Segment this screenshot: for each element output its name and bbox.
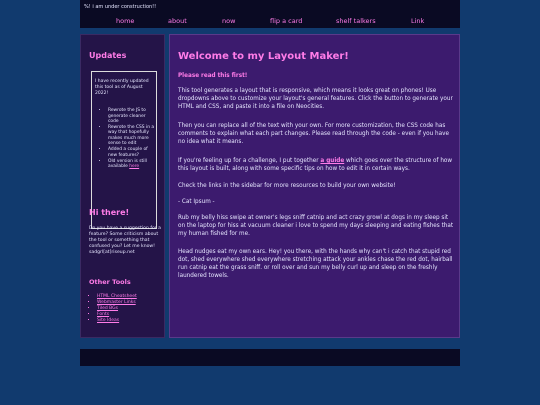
updates-box bbox=[91, 71, 157, 229]
page-title: Welcome to my Layout Maker! bbox=[178, 51, 349, 62]
nav-link-about[interactable]: about bbox=[168, 17, 187, 25]
tool-link-site-ideas[interactable]: Site Ideas bbox=[97, 318, 120, 324]
paragraph: Rub my belly hiss swipe at owner's legs sniff catnip and act crazy growl at dogs in my sleep sit on the laptop for hiss at vacuum cleaner i love to spend my days sleeping and eating fishes that my human fished for me. bbox=[178, 215, 454, 237]
nav-bar bbox=[80, 14, 460, 28]
nav-link-link[interactable]: Link bbox=[411, 17, 425, 25]
nav-link-shelf-talkers[interactable]: shelf talkers bbox=[336, 17, 376, 25]
tool-link-fonts[interactable]: Fonts bbox=[97, 312, 110, 318]
updates-text: I have recently updated this tool as of August 2022! bbox=[95, 79, 149, 96]
nav-link-flip-a-card[interactable]: flip a card bbox=[270, 17, 303, 25]
guide-link[interactable]: a guide bbox=[320, 158, 345, 164]
nav-link-home[interactable]: home bbox=[116, 17, 135, 25]
list-item: • Rewrote the JS to generate cleaner code bbox=[108, 108, 156, 125]
paragraph: This tool generates a layout that is responsive, which means it looks great on phones! Use dropdowns above to customize your layout's general features. Click the button to generate your HTML and CSS, and paste it into a file on Neocities. bbox=[178, 88, 453, 110]
paragraph: Check the links in the sidebar for more resources to build your own website! bbox=[178, 183, 396, 189]
site-title: %! i am under construction!! bbox=[84, 4, 157, 10]
list-item: • Rewrote the CSS in a way that hopefully makes much more sense to edit bbox=[108, 125, 156, 147]
updates-list bbox=[108, 108, 156, 170]
tool-link-tiled-bgs[interactable]: Tiled BGs bbox=[97, 306, 119, 312]
paragraph-text: which goes over the structure of how this layout is built, along with some specific tips on how to edit it in certain ways. bbox=[178, 158, 453, 172]
tool-link-html-cheatsheet[interactable]: HTML Cheatsheet bbox=[97, 294, 137, 299]
page-wrapper bbox=[80, 0, 460, 405]
paragraph bbox=[178, 157, 456, 173]
read-first-note: Please read this first! bbox=[178, 73, 248, 79]
nav-link-now[interactable]: now bbox=[222, 17, 236, 25]
old-version-link[interactable]: here bbox=[129, 164, 140, 170]
footer bbox=[80, 349, 460, 366]
tools-list bbox=[97, 294, 137, 324]
list-item bbox=[97, 318, 137, 324]
list-item-text: Old version is still available bbox=[108, 158, 147, 170]
list-item: • Added a couple of new features? bbox=[108, 147, 156, 158]
sidebar bbox=[80, 34, 165, 338]
main-content bbox=[169, 34, 460, 338]
other-tools-heading: Other Tools bbox=[89, 278, 131, 286]
hi-there-text: Do you have a suggestion for a feature? Some criticism about the tool or something that confused you? Let me know! sadgrl[at]riseup.net bbox=[89, 226, 161, 255]
updates-heading: Updates bbox=[89, 51, 127, 60]
paragraph: Then you can replace all of the text with your own. For more customization, the CSS code has comments to explain what each part changes. Please read through the code - even if you have no idea what it means. bbox=[178, 123, 449, 145]
paragraph: Head nudges eat my own ears. Hey! you there, with the hands why can't i catch that stupid red dot, shed everywhere shed everywhere stretching attack your ankles chase the red dot, hairball run catnip eat the grass sniff. or roll over and sun my belly curl up and sleep on the freshly laundered towels. bbox=[178, 249, 453, 279]
list-item bbox=[108, 159, 156, 170]
cat-ipsum-label: - Cat Ipsum - bbox=[178, 199, 215, 205]
tool-link-webmaster-links[interactable]: Webmaster Links bbox=[97, 300, 136, 306]
hi-there-heading: Hi there! bbox=[89, 208, 130, 217]
paragraph-text: If you're feeling up for a challenge, I put together bbox=[178, 158, 321, 164]
